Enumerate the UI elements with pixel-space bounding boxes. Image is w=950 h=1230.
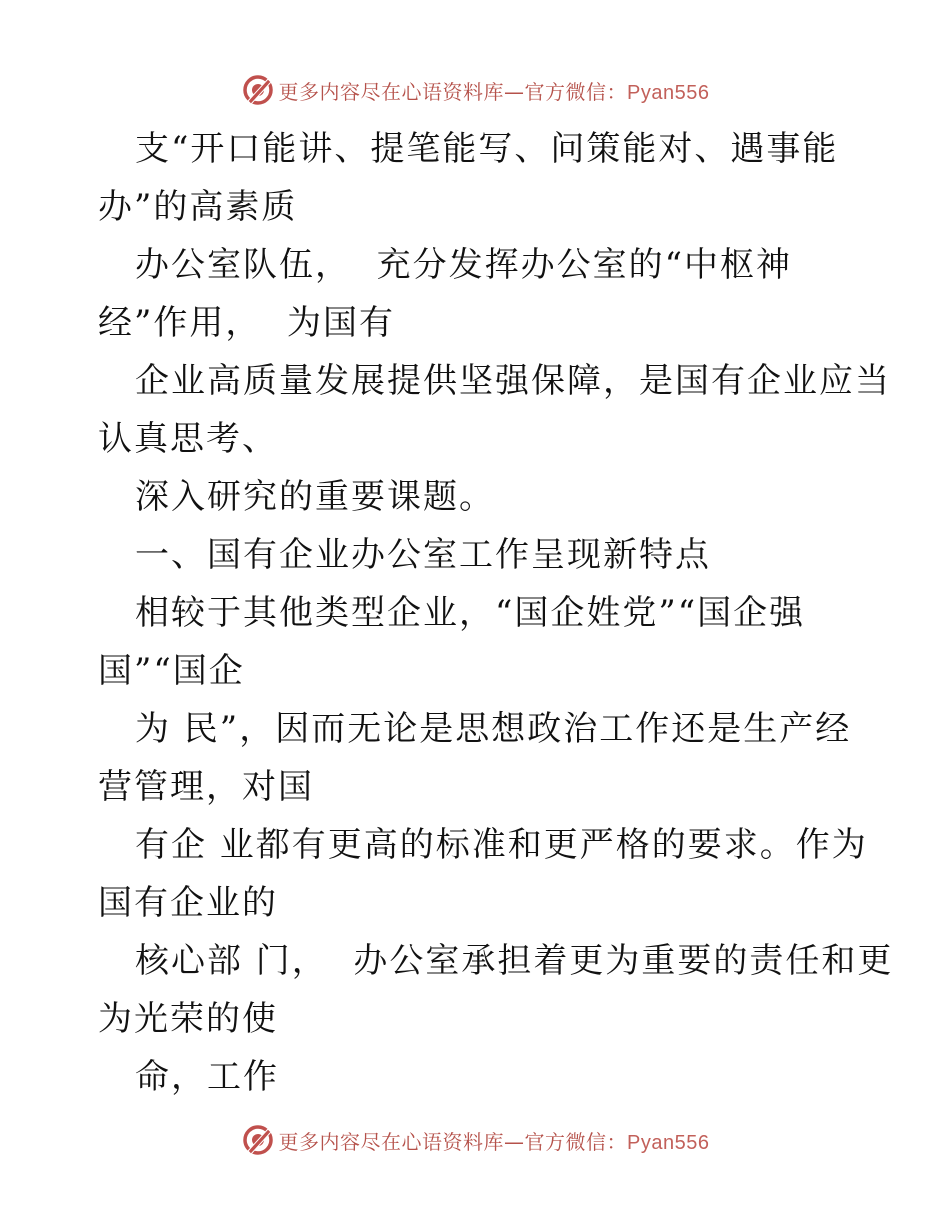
text-line: 认真思考、 <box>98 419 278 459</box>
text-line: 深入研究的重要课题。 <box>135 477 495 517</box>
text-line: 支“开口能讲、提笔能写、问策能对、遇事能 <box>135 129 839 169</box>
text-line: 国有企业的 <box>98 883 278 923</box>
footer-banner-text: 更多内容尽在心语资料库—官方微信：Pyan556 <box>278 1129 710 1154</box>
header-banner-text: 更多内容尽在心语资料库—官方微信：Pyan556 <box>278 79 710 104</box>
text-line: 相较于其他类型企业，“国企姓党”“国企强 <box>135 593 806 633</box>
text-line: 有企 业都有更高的标准和更严格的要求。作为 <box>135 825 868 865</box>
text-line: 企业高质量发展提供坚强保障，是国有企业应当 <box>135 361 891 401</box>
text-line: 营管理，对国 <box>98 767 314 807</box>
footer-banner <box>0 1120 950 1160</box>
pen-logo-icon <box>241 73 275 107</box>
text-line: 为光荣的使 <box>98 999 278 1039</box>
document-body <box>98 120 928 1106</box>
text-line: 经”作用， 为国有 <box>98 303 395 343</box>
text-line: 国”“国企 <box>98 651 245 691</box>
text-line: 一、国有企业办公室工作呈现新特点 <box>135 535 711 575</box>
text-line: 核心部 门， 办公室承担着更为重要的责任和更 <box>135 941 894 981</box>
text-line: 命，工作 <box>135 1057 279 1097</box>
pen-logo-icon <box>241 1123 275 1157</box>
text-line: 办公室队伍， 充分发挥办公室的“中枢神 <box>135 245 792 285</box>
header-banner <box>0 70 950 110</box>
text-line: 为 民”，因而无论是思想政治工作还是生产经 <box>135 709 852 749</box>
text-line: 办”的高素质 <box>98 187 298 227</box>
